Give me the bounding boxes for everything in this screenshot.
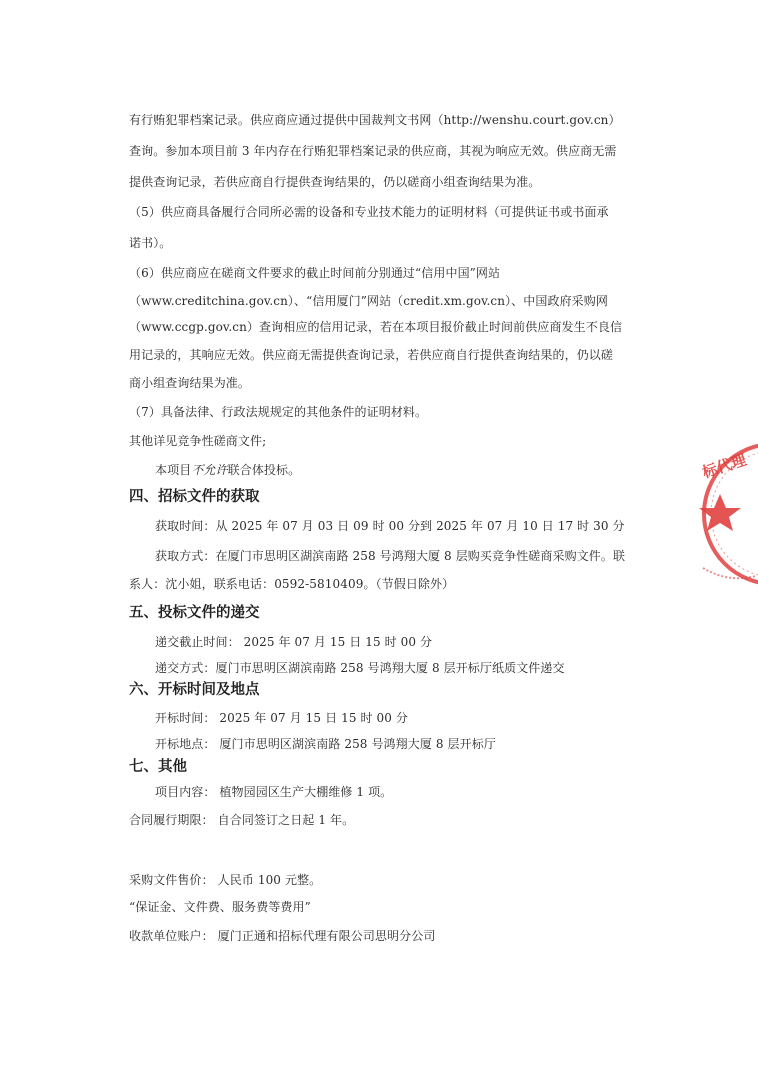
document-price: 采购文件售价： 人民币 100 元整。 [129,873,322,887]
text-line: 用记录的，其响应无效。供应商无需提供查询记录，若供应商自行提供查询结果的，仍以磋 [129,348,614,362]
text-line: （6）供应商应在磋商文件要求的截止时间前分别通过“信用中国”网站 [129,266,501,280]
submit-method: 递交方式：厦门市思明区湖滨南路 258 号鸿翔大厦 8 层开标厅纸质文件递交 [155,661,565,675]
submit-deadline: 递交截止时间： 2025 年 07 月 15 日 15 时 00 分 [155,635,433,649]
section-heading-5: 五、投标文件的递交 [129,605,260,621]
consortium-suffix: 联合体投标。 [227,463,301,477]
text-line: 提供查询记录，若供应商自行提供查询结果的，仍以磋商小组查询结果为准。 [129,175,541,189]
section-heading-6: 六、开标时间及地点 [129,682,260,698]
consortium-emphasis: 不允许 [191,463,228,477]
opening-place: 开标地点： 厦门市思明区湖滨南路 258 号鸿翔大厦 8 层开标厅 [155,737,496,751]
project-content: 项目内容： 植物园园区生产大棚维修 1 项。 [155,785,393,799]
fees-note: “保证金、文件费、服务费等费用” [129,900,311,914]
text-line: （5）供应商具备履行合同所必需的设备和专业技术能力的证明材料（可提供证书或书面承 [129,205,609,219]
opening-time: 开标时间： 2025 年 07 月 15 日 15 时 00 分 [155,711,408,725]
acquire-contact: 系人：沈小姐，联系电话：0592-5810409。（节假日除外） [129,577,455,591]
payee-account: 收款单位账户： 厦门正通和招标代理有限公司思明分公司 [129,929,436,943]
section-heading-4: 四、招标文件的获取 [129,489,260,505]
text-line: （www.creditchina.gov.cn）、“信用厦门”网站（credit.xm.gov.cn）、中国政府采购网 [129,294,608,308]
official-seal [698,438,758,590]
contract-period: 合同履行期限： 自合同签订之日起 1 年。 [129,813,355,827]
consortium-prefix: 本项目 [155,463,192,477]
text-line: （7）具备法律、行政法规规定的其他条件的证明材料。 [129,405,428,419]
seal-text: 标代理 [700,450,749,482]
text-line: 诺书）。 [129,236,172,250]
text-line: 查询。参加本项目前 3 年内存在行贿犯罪档案记录的供应商，其视为响应无效。供应商无需 [129,144,617,158]
section-heading-7: 七、其他 [129,759,187,775]
acquire-time: 获取时间：从 2025 年 07 月 03 日 09 时 00 分到 2025 年 07 月 10 日 17 时 30 分 [155,519,625,533]
text-line: 其他详见竞争性磋商文件; [129,434,267,448]
text-line: 商小组查询结果为准。 [129,376,251,390]
text-line: 有行贿犯罪档案记录。供应商应通过提供中国裁判文书网（http://wenshu.court.gov.cn） [129,113,621,127]
text-line: （www.ccgp.gov.cn）查询相应的信用记录，若在本项目报价截止时间前供应商发生不良信 [129,320,623,334]
seal-graphic [698,438,758,590]
acquire-method: 获取方式：在厦门市思明区湖滨南路 258 号鸿翔大厦 8 层购买竞争性磋商采购文件。联 [155,549,626,563]
consortium-line [155,462,300,478]
